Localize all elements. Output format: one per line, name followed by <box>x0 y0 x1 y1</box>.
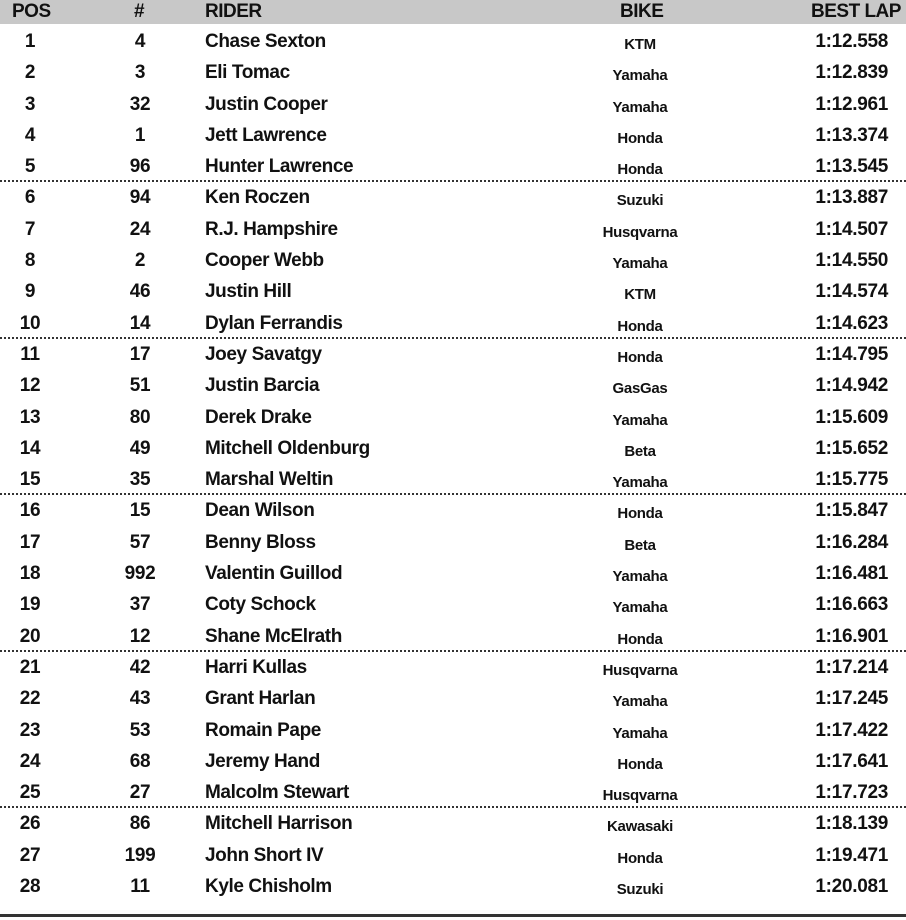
row-rider: Hunter Lawrence <box>205 156 354 178</box>
row-pos: 28 <box>19 876 41 898</box>
row-best-lap: 1:15.609 <box>815 406 888 428</box>
row-pos: 18 <box>19 563 41 585</box>
table-row <box>0 840 906 871</box>
row-bike: Honda <box>617 129 663 147</box>
row-number: 49 <box>129 437 151 459</box>
table-row <box>0 151 906 182</box>
row-pos: 1 <box>24 31 36 52</box>
table-row <box>0 746 906 777</box>
row-number: 96 <box>129 156 151 178</box>
table-row <box>0 182 906 213</box>
row-number: 24 <box>129 218 151 240</box>
row-bike: Husqvarna <box>602 223 678 241</box>
row-pos: 2 <box>24 62 36 84</box>
row-number: 4 <box>134 31 146 52</box>
row-rider: Shane McElrath <box>205 625 342 647</box>
row-best-lap: 1:14.507 <box>815 218 888 240</box>
row-number: 68 <box>129 750 151 772</box>
row-best-lap: 1:17.245 <box>815 688 888 710</box>
row-rider: Jeremy Hand <box>205 750 320 772</box>
row-number: 1 <box>134 124 146 146</box>
row-bike: KTM <box>624 36 656 53</box>
row-bike: Yamaha <box>612 693 668 711</box>
row-bike: Beta <box>624 536 656 554</box>
row-pos: 24 <box>19 750 41 772</box>
row-number: 35 <box>129 469 151 491</box>
header-rider: RIDER <box>205 1 262 22</box>
row-pos: 19 <box>19 594 41 616</box>
table-row <box>0 26 906 57</box>
row-best-lap: 1:13.887 <box>815 187 888 209</box>
table-row <box>0 57 906 88</box>
row-best-lap: 1:16.284 <box>815 531 888 553</box>
row-number: 12 <box>129 625 151 647</box>
row-best-lap: 1:16.663 <box>815 594 888 616</box>
row-rider: Derek Drake <box>205 406 312 428</box>
row-number: 3 <box>134 62 146 84</box>
row-number: 46 <box>129 281 151 303</box>
row-bike: Yamaha <box>612 724 668 742</box>
table-row <box>0 527 906 558</box>
row-pos: 17 <box>19 531 41 553</box>
row-bike: Yamaha <box>612 255 668 273</box>
table-body <box>0 26 906 902</box>
row-bike: Yamaha <box>612 67 668 85</box>
row-best-lap: 1:17.723 <box>815 782 888 804</box>
row-number: 43 <box>129 688 151 710</box>
row-pos: 25 <box>19 782 41 804</box>
row-bike: Yamaha <box>612 411 668 429</box>
row-number: 80 <box>129 406 151 428</box>
row-best-lap: 1:17.422 <box>815 719 888 741</box>
row-number: 57 <box>129 531 151 553</box>
row-rider: Jett Lawrence <box>205 124 327 146</box>
row-bike: Honda <box>617 348 663 366</box>
row-number: 17 <box>129 343 151 365</box>
row-best-lap: 1:18.139 <box>815 813 888 835</box>
row-best-lap: 1:16.901 <box>815 625 888 647</box>
row-best-lap: 1:13.374 <box>815 124 888 146</box>
row-pos: 6 <box>24 187 36 209</box>
row-pos: 5 <box>24 156 36 178</box>
row-best-lap: 1:14.942 <box>815 375 888 397</box>
row-pos: 12 <box>19 375 41 397</box>
row-bike: Kawasaki <box>607 818 673 836</box>
row-best-lap: 1:14.550 <box>815 250 888 272</box>
row-rider: Grant Harlan <box>205 688 316 710</box>
row-pos: 4 <box>24 124 36 146</box>
row-rider: Justin Hill <box>205 281 292 303</box>
table-row <box>0 120 906 151</box>
table-row <box>0 683 906 714</box>
table-row <box>0 495 906 526</box>
table-row <box>0 777 906 808</box>
header-pos: POS <box>12 1 51 22</box>
row-bike: Honda <box>617 755 663 773</box>
row-number: 2 <box>134 250 146 272</box>
row-bike: Yamaha <box>612 474 668 492</box>
table-row <box>0 370 906 401</box>
row-bike: Husqvarna <box>602 787 678 805</box>
row-best-lap: 1:14.623 <box>815 312 888 334</box>
table-row <box>0 715 906 746</box>
row-pos: 11 <box>20 343 40 365</box>
row-bike: Honda <box>617 630 663 648</box>
row-best-lap: 1:15.652 <box>815 437 888 459</box>
row-rider: R.J. Hampshire <box>205 218 338 240</box>
row-pos: 23 <box>19 719 41 741</box>
row-number: 11 <box>130 876 150 898</box>
row-rider: Mitchell Harrison <box>205 813 353 835</box>
row-rider: Justin Cooper <box>205 93 328 115</box>
row-best-lap: 1:15.847 <box>815 500 888 522</box>
row-rider: Valentin Guillod <box>205 563 343 585</box>
row-bike: Yamaha <box>612 98 668 116</box>
row-best-lap: 1:12.961 <box>815 93 888 115</box>
table-row <box>0 433 906 464</box>
row-best-lap: 1:14.574 <box>815 281 888 303</box>
row-best-lap: 1:14.795 <box>815 343 888 365</box>
table-row <box>0 214 906 245</box>
row-rider: Harri Kullas <box>205 656 307 678</box>
row-rider: Malcolm Stewart <box>205 782 349 804</box>
row-number: 86 <box>129 813 151 835</box>
table-row <box>0 245 906 276</box>
row-pos: 3 <box>24 93 36 115</box>
row-pos: 15 <box>19 469 41 491</box>
row-number: 199 <box>124 844 156 866</box>
row-best-lap: 1:17.641 <box>815 750 888 772</box>
table-row <box>0 308 906 339</box>
row-pos: 20 <box>19 625 41 647</box>
row-number: 14 <box>129 312 151 334</box>
table-row <box>0 402 906 433</box>
row-number: 94 <box>129 187 151 209</box>
row-pos: 13 <box>19 406 41 428</box>
row-rider: Justin Barcia <box>205 375 320 397</box>
table-row <box>0 871 906 902</box>
header-bike: BIKE <box>620 1 664 22</box>
row-bike: Honda <box>617 161 663 179</box>
row-best-lap: 1:17.214 <box>815 656 888 678</box>
row-best-lap: 1:20.081 <box>815 876 888 898</box>
row-pos: 14 <box>19 437 41 459</box>
row-pos: 21 <box>19 656 41 678</box>
row-rider: Kyle Chisholm <box>205 876 332 898</box>
row-rider: Coty Schock <box>205 594 316 616</box>
row-bike: Husqvarna <box>602 661 678 679</box>
row-rider: Marshal Weltin <box>205 469 334 491</box>
row-bike: Honda <box>617 317 663 335</box>
row-number: 992 <box>124 563 156 585</box>
row-rider: Romain Pape <box>205 719 321 741</box>
header-best-lap: BEST LAP <box>811 1 901 22</box>
table-row <box>0 89 906 120</box>
row-number: 53 <box>129 719 151 741</box>
row-number: 15 <box>129 500 151 522</box>
row-best-lap: 1:13.545 <box>815 156 888 178</box>
row-bike: Yamaha <box>612 568 668 586</box>
row-pos: 27 <box>19 844 41 866</box>
row-bike: Yamaha <box>612 599 668 617</box>
row-rider: Dylan Ferrandis <box>205 312 343 334</box>
row-pos: 7 <box>24 218 36 240</box>
row-rider: Dean Wilson <box>205 500 315 522</box>
row-best-lap: 1:16.481 <box>815 563 888 585</box>
row-number: 37 <box>129 594 151 616</box>
table-row <box>0 339 906 370</box>
row-pos: 26 <box>19 813 41 835</box>
row-bike: Beta <box>624 442 656 460</box>
row-number: 42 <box>129 656 151 678</box>
table-row <box>0 808 906 839</box>
row-bike: KTM <box>624 286 656 304</box>
row-rider: Cooper Webb <box>205 250 324 272</box>
row-best-lap: 1:12.839 <box>815 62 888 84</box>
row-rider: Chase Sexton <box>205 31 326 52</box>
row-bike: Suzuki <box>616 881 664 899</box>
row-pos: 22 <box>19 688 41 710</box>
table-row <box>0 652 906 683</box>
table-bottom-rule <box>0 914 906 917</box>
row-best-lap: 1:12.558 <box>815 31 888 52</box>
table-row <box>0 558 906 589</box>
row-pos: 10 <box>19 312 41 334</box>
header-number: # <box>134 1 145 22</box>
row-rider: Joey Savatgy <box>205 343 322 365</box>
row-pos: 9 <box>24 281 36 303</box>
table-row <box>0 464 906 495</box>
row-best-lap: 1:19.471 <box>815 844 888 866</box>
row-bike: GasGas <box>612 380 668 398</box>
row-bike: Honda <box>617 849 663 867</box>
row-rider: Ken Roczen <box>205 187 310 209</box>
row-rider: Benny Bloss <box>205 531 316 553</box>
row-bike: Suzuki <box>616 192 664 210</box>
row-best-lap: 1:15.775 <box>815 469 888 491</box>
table-header <box>0 0 906 24</box>
table-row <box>0 276 906 307</box>
row-pos: 8 <box>24 250 36 272</box>
row-rider: John Short IV <box>205 844 324 866</box>
row-number: 27 <box>129 782 151 804</box>
row-bike: Honda <box>617 505 663 523</box>
table-row <box>0 589 906 620</box>
row-number: 51 <box>129 375 151 397</box>
row-rider: Mitchell Oldenburg <box>205 437 370 459</box>
row-number: 32 <box>129 93 151 115</box>
table-row <box>0 621 906 652</box>
row-rider: Eli Tomac <box>205 62 290 84</box>
row-pos: 16 <box>19 500 41 522</box>
